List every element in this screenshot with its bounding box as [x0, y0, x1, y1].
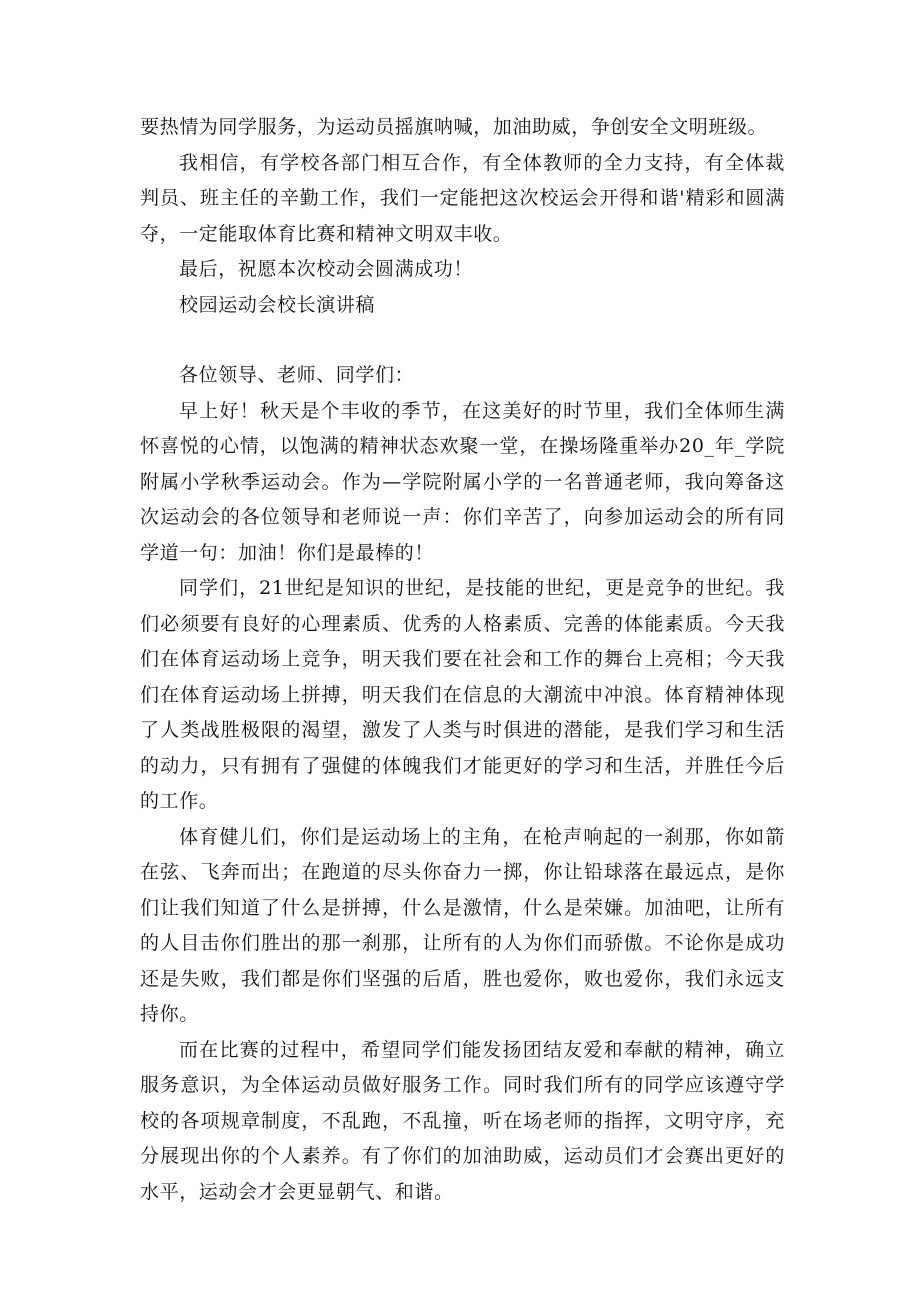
blank-line — [140, 323, 785, 358]
paragraph-service: 而在比赛的过程中，希望同学们能发扬团结友爱和奉献的精神，确立服务意识，为全体运动员做好服务工作。同时我们所有的同学应该遵守学校的各项规章制度，不乱跑，不乱撞，听在场老师的指挥，文明守序，充分展现出你的个人素养。有了你们的加油助威，运动员们才会赛出更好的水平，运动会才会更显朝气、和谐。 — [140, 1038, 785, 1203]
speech-title: 校园运动会校长演讲稿 — [179, 293, 376, 316]
paragraph-2: 我相信，有学校各部门相互合作，有全体教师的全力支持，有全体裁判员、班主任的辛勤工作，我们一定能把这次校运会开得和谐'精彩和圆满夺，一定能取体育比赛和精神文明双丰收。 — [140, 151, 785, 245]
paragraph-1: 要热情为同学服务，为运动员摇旗呐喊，加油助威，争创安全文明班级。 — [140, 116, 768, 138]
document-page — [140, 110, 785, 1210]
paragraph-greeting: 早上好！秋天是个丰收的季节，在这美好的时节里，我们全体师生满怀喜悦的心情，以饱满的精神状态欢聚一堂，在操场隆重举办20_年_学院附属小学秋季运动会。作为—学院附属小学的一名普通老师，我向筹备这次运动会的各位领导和老师说一声：你们辛苦了，向参加运动会的所有同学道一句：加油！你们是最棒的！ — [140, 399, 785, 564]
paragraph-century: 同学们，21世纪是知识的世纪，是技能的世纪，更是竞争的世纪。我们必须要有良好的心理素质、优秀的人格素质、完善的体能素质。今天我们在体育运动场上竞争，明天我们要在社会和工作的舞台上亮相；今天我们在体育运动场上拼搏，明天我们在信息的大潮流中冲浪。体育精神体现了人类战胜极限的渴望，激发了人类与时俱进的潜能，是我们学习和生活的动力，只有拥有了强健的体魄我们才能更好的学习和生活，并胜任今后的工作。 — [140, 577, 785, 812]
salutation: 各位领导、老师、同学们： — [179, 364, 415, 386]
paragraph-3: 最后，祝愿本次校动会圆满成功！ — [179, 258, 474, 280]
paragraph-athletes: 体育健儿们，你们是运动场上的主角，在枪声响起的一刹那，你如箭在弦、飞奔而出；在跑道的尽头你奋力一掷，你让铅球落在最远点，是你们让我们知道了什么是拼搏，什么是激情，什么是荣嫌。加油吧，让所有的人目击你们胜出的那一刹那，让所有的人为你们而骄傲。不论你是成功还是失败，我们都是你们坚强的后盾，胜也爱你，败也爱你，我们永远支持你。 — [140, 825, 785, 1025]
